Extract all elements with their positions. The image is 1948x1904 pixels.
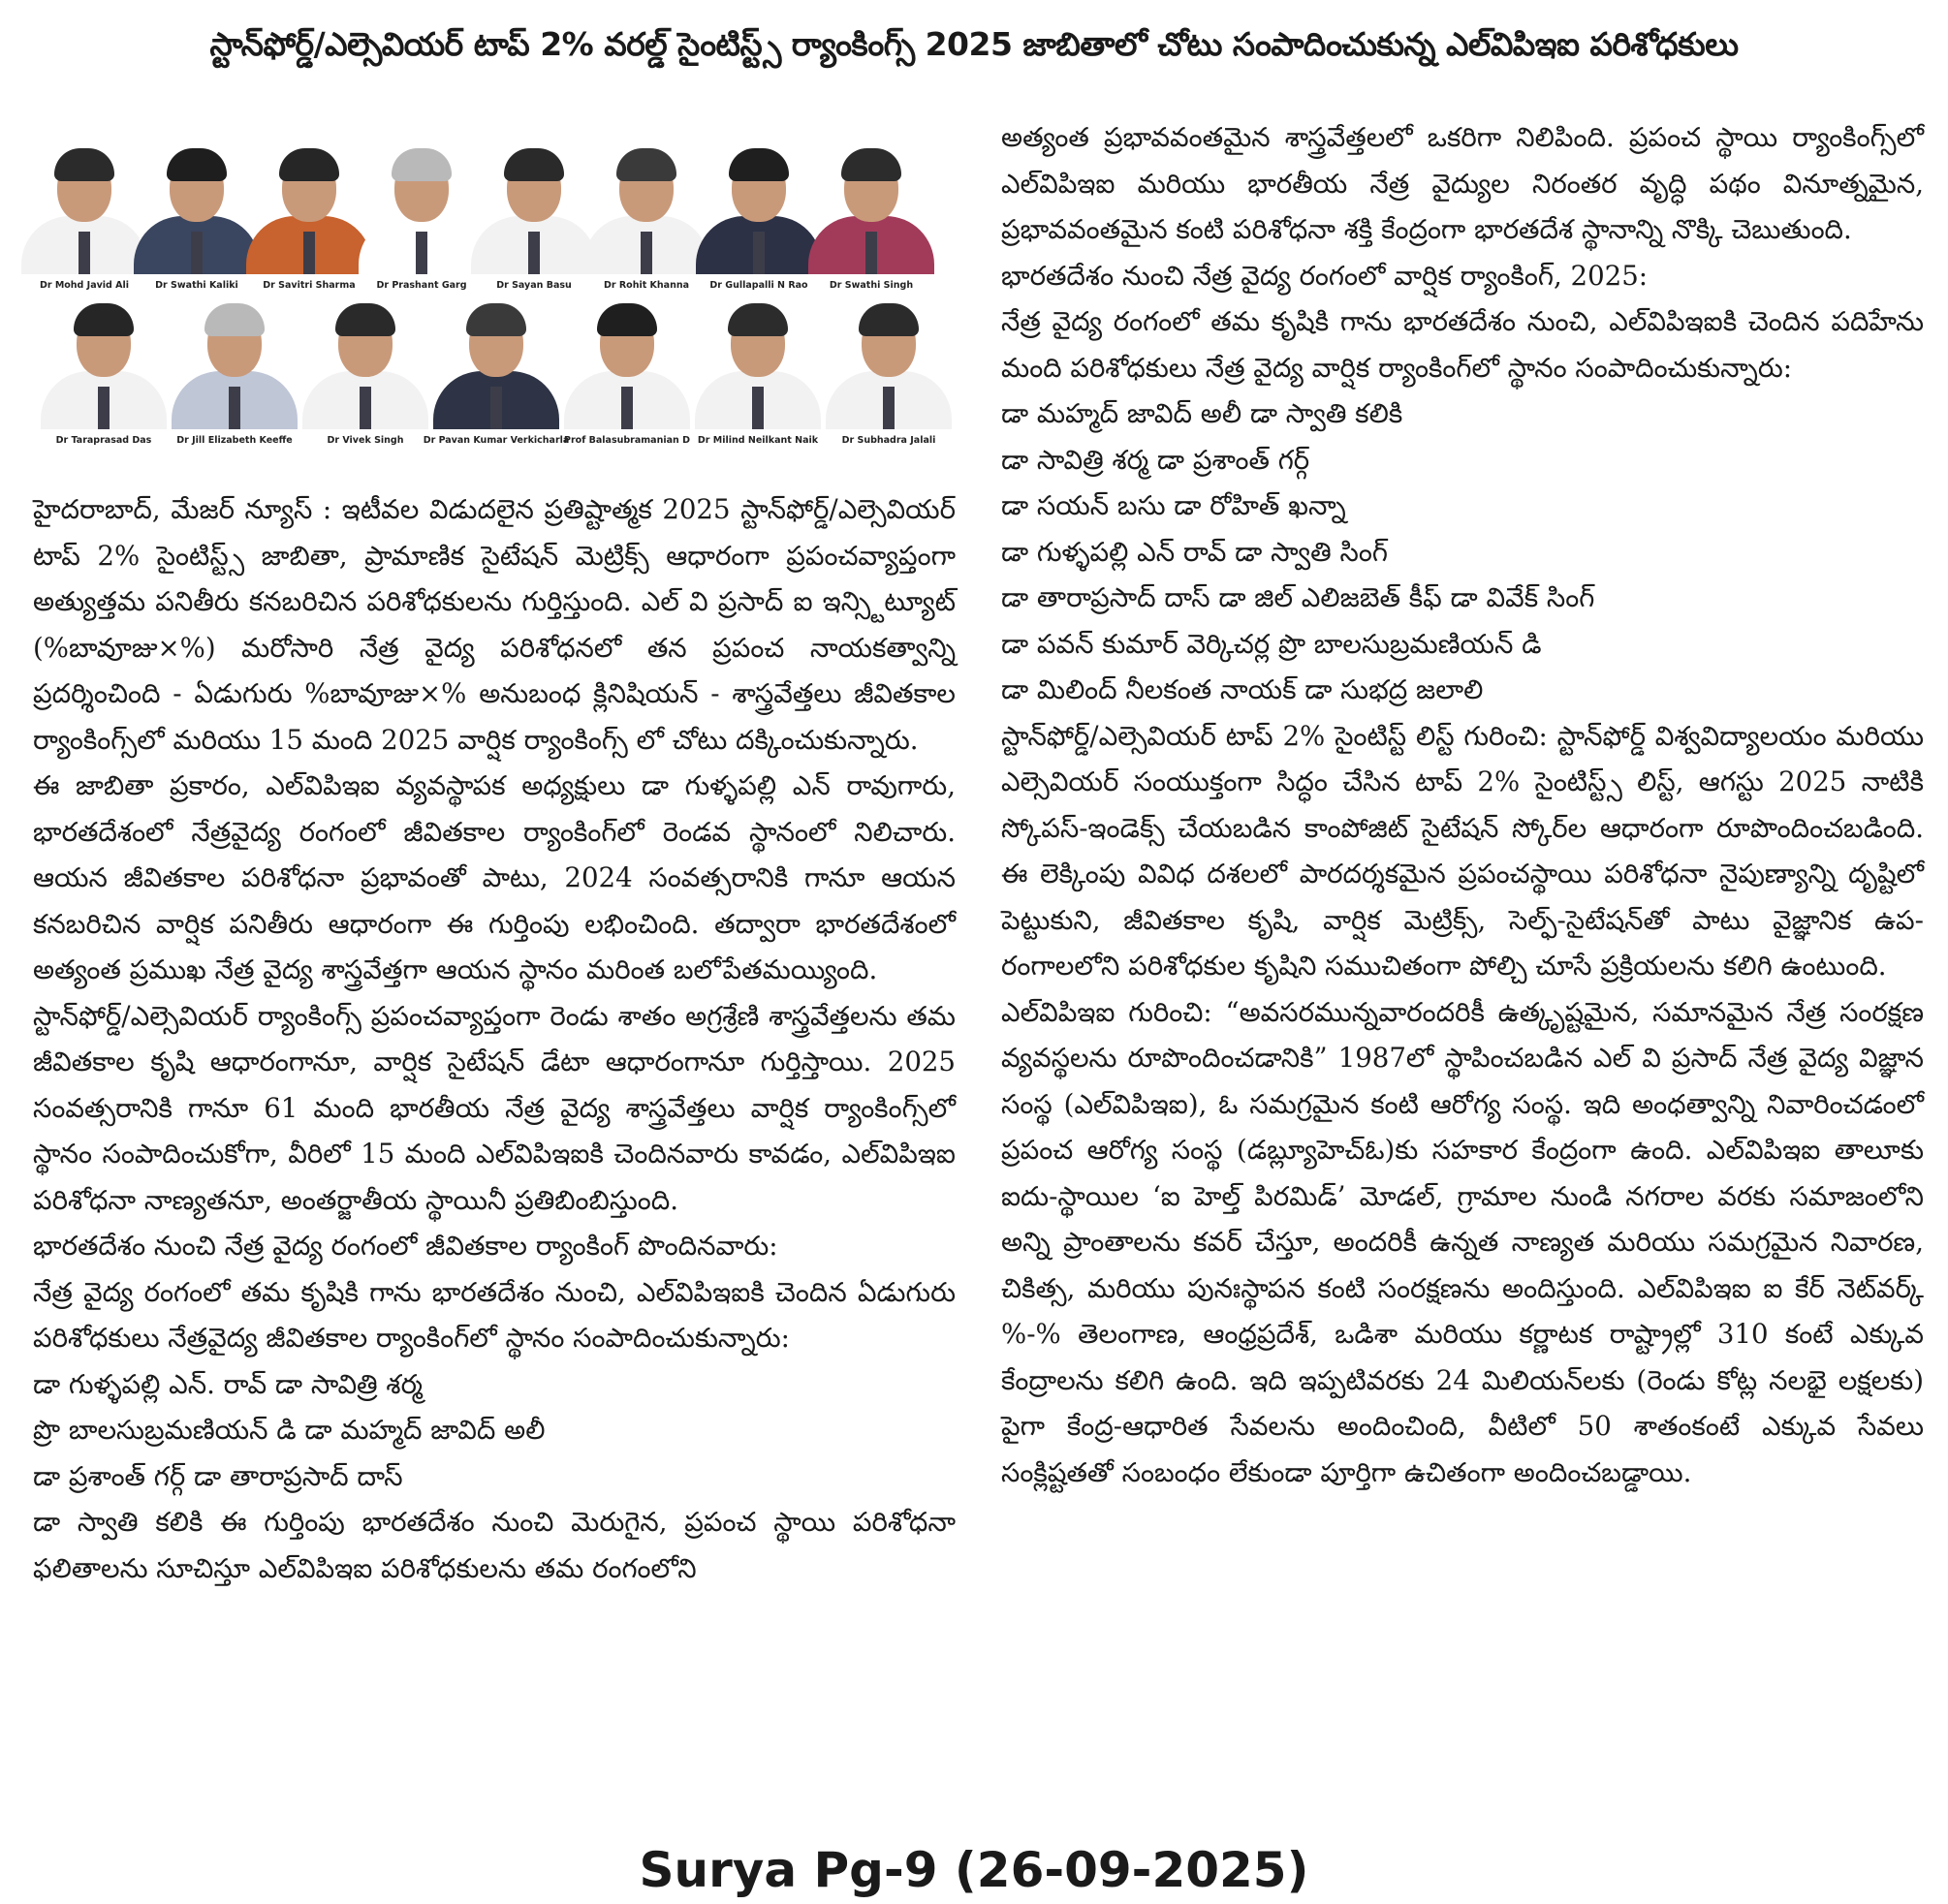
doctor-portrait — [291, 296, 440, 451]
paragraph: డా పవన్ కుమార్ వెర్కిచర్ల ప్రొ బాలసుబ్రమణియన్ డి — [1001, 627, 1542, 660]
paragraph: డా గుళ్ళపల్లి ఎన్ రావ్ డా స్వాతి సింగ్ — [1001, 535, 1388, 568]
paragraph: భారతదేశం నుంచి నేత్ర వైద్య రంగంలో వార్షిక ర్యాంకింగ్, 2025: — [1001, 259, 1649, 292]
paragraph: డా స్వాతి కలికి ఈ గుర్తింపు భారతదేశం నుంచి మెరుగైన, ప్రపంచ స్థాయి పరిశోధనా ఫలితాలను సూచిస్తూ ఎల్‌విపిఇఐ పరిశోధకులను తమ రంగంలోని — [33, 1506, 956, 1584]
doctor-caption: Dr Taraprasad Das — [55, 435, 152, 446]
paragraph: స్టాన్‌ఫోర్డ్/ఎల్సెవియర్ టాప్ 2% సైంటిస్ట్ లిస్ట్ గురించి: స్టాన్‌ఫోర్డ్ విశ్వవిద్యాలయం మరియు ఎల్సెవియర్ సంయుక్తంగా సిద్ధం చేసిన టాప్ 2% సైంటిస్ట్స్ లిస్ట్, ఆగస్టు 2025 నాటికి స్కోపస్-ఇండెక్స్ చేయబడిన కాంపోజిట్ సైటేషన్ స్కోర్‌ల ఆధారంగా రూపొందించబడింది. ఈ లెక్కింపు వివిధ దశలలో పారదర్శకమైన ప్రపంచస్థాయి పరిశోధనా నైపుణ్యాన్ని దృష్టిలో పెట్టుకుని, జీవితకాల కృషి, వార్షిక మెట్రిక్స్, సెల్ఫ్-సైటేషన్‌తో పాటు వైజ్ఞానిక ఉప-రంగాలలోని పరిశోధకుల కృషిని సముచితంగా పోల్చి చూసే ప్రక్రియలను కలిగి ఉంటుంది. — [1001, 719, 1924, 982]
paragraph: డా సయన్ బసు డా రోహిత్ ఖన్నా — [1001, 489, 1346, 521]
paragraph: డా సావిత్రి శర్మ డా ప్రశాంత్ గర్గ్ — [1001, 443, 1310, 476]
doctor-portrait — [160, 296, 309, 451]
headline: స్టాన్‌ఫోర్డ్/ఎల్సెవియర్ టాప్ 2% వరల్డ్ సైంటిస్ట్స్ ర్యాంకింగ్స్ 2025 జాబితాలో చోటు సంపాదించుకున్న ఎల్‌విపిఇఐ పరిశోధకులు — [209, 25, 1739, 63]
doctor-caption: Dr Prashant Garg — [376, 280, 467, 291]
doctor-caption: Dr Jill Elizabeth Keeffe — [176, 435, 293, 446]
paragraph: ఈ జాబితా ప్రకారం, ఎల్‌విపిఇఐ వ్యవస్థాపక అధ్యక్షులు డా గుళ్ళపల్లి ఎన్ రావుగారు, భారతదేశంలో నేత్రవైద్య రంగంలో జీవితకాల ర్యాంకింగ్‌లో రెండవ స్థానంలో నిలిచారు. ఆయన జీవితకాల పరిశోధనా ప్రభావంతో పాటు, 2024 సంవత్సరానికి గానూ ఆయన కనబరిచిన వార్షిక పనితీరు ఆధారంగా ఈ గుర్తింపు లభించింది. తద్వారా భారతదేశంలో అత్యంత ప్రముఖ నేత్ర వైద్య శాస్త్రవేత్తగా ఆయన స్థానం మరింత బలోపేతమయ్యింది. — [33, 769, 956, 985]
doctor-caption: Prof Balasubramanian D — [564, 435, 690, 446]
paragraph: డా గుళ్ళపల్లి ఎన్. రావ్ డా సావిత్రి శర్మ — [33, 1367, 424, 1400]
paragraph: ఎల్‌విపిఇఐ గురించి: “అవసరమున్నవారందరికీ ఉత్కృష్టమైన, సమానమైన నేత్ర సంరక్షణ వ్యవస్థలను రూపొందించడానికి” 1987లో స్థాపించబడిన ఎల్ వి ప్రసాద్ నేత్ర వైద్య విజ్ఞాన సంస్థ (ఎల్‌విపిఇఐ), ఓ సమగ్రమైన కంటి ఆరోగ్య సంస్థ. ఇది అంధత్వాన్ని నివారించడంలో ప్రపంచ ఆరోగ్య సంస్థ (డబ్ల్యూహెచ్ఓ)కు సహకార కేంద్రంగా ఉంది. ఎల్‌విపిఇఐ తాలూకు ఐదు-స్థాయిల ‘ఐ హెల్త్ పిరమిడ్’ మోడల్, గ్రామాల నుండి నగరాల వరకు సమాజంలోని అన్ని ప్రాంతాలను కవర్ చేస్తూ, అందరికీ ఉన్నత నాణ్యత మరియు సమగ్రమైన నివారణ, చికిత్స, మరియు పునఃస్థాపన కంటి సంరక్షణను అందిస్తుంది. ఎల్‌విపిఇఐ ఐ కేర్ నెట్‌వర్క్ %-% తెలంగాణ, ఆంధ్రప్రదేశ్, ఒడిశా మరియు కర్ణాటక రాష్ట్రాల్లో 310 కంటే ఎక్కువ కేంద్రాలను కలిగి ఉంది. ఇది ఇప్పటివరకు 24 మిలియన్‌లకు (రెండు కోట్ల నలభై లక్షలకు) పైగా కేంద్ర-ఆధారిత సేవలను అందించింది, వీటిలో 50 శాతంకంటే ఎక్కువ సేవలు సంక్లిష్టతతో సంబంధం లేకుండా పూర్తిగా ఉచితంగా అందించబడ్డాయి. — [1001, 995, 1924, 1488]
doctor-portrait — [422, 296, 571, 451]
paragraph: స్టాన్‌ఫోర్డ్/ఎల్సెవియర్ ర్యాంకింగ్స్ ప్రపంచవ్యాప్తంగా రెండు శాతం అగ్రశ్రేణి శాస్త్రవేత్తలను తమ జీవితకాల కృషి ఆధారంగానూ, వార్షిక సైటేషన్ డేటా ఆధారంగానూ గుర్తిస్తాయి. 2025 సంవత్సరానికి గానూ 61 మంది భారతీయ నేత్ర వైద్య శాస్త్రవేత్తలు వార్షిక ర్యాంకింగ్స్‌లో స్థానం సంపాదించుకోగా, వీరిలో 15 మంది ఎల్‌విపిఇఐకి చెందినవారు కావడం, ఎల్‌విపిఇఐ పరిశోధనా నాణ్యతనూ, అంతర్జాతీయ స్థాయినీ ప్రతిబింబిస్తుంది. — [33, 999, 956, 1216]
doctor-caption: Dr Vivek Singh — [327, 435, 404, 446]
paragraph: డా మహ్మద్ జావిద్ అలీ డా స్వాతి కలికి — [1001, 397, 1403, 429]
doctor-caption: Dr Subhadra Jalali — [841, 435, 936, 446]
doctor-portrait — [683, 296, 833, 451]
doctor-caption: Dr Rohit Khanna — [603, 280, 690, 291]
doctor-portrait — [552, 296, 702, 451]
doctor-caption: Dr Gullapalli N Rao — [709, 280, 808, 291]
paragraph: ప్రొ బాలసుబ్రమణియన్ డి డా మహ్మద్ జావిద్ అలీ — [33, 1414, 546, 1446]
footer-source: Surya Pg-9 (26-09-2025) — [639, 1842, 1309, 1898]
paragraph: డా ప్రశాంత్ గర్గ్ డా తారాప్రసాద్ దాస్ — [33, 1459, 403, 1492]
paragraph: హైదరాబాద్, మేజర్ న్యూస్ : ఇటీవల విడుదలైన ప్రతిష్టాత్మక 2025 స్టాన్‌ఫోర్డ్/ఎల్సెవియర్ టాప్ 2% సైంటిస్ట్స్ జాబితా, ప్రామాణిక సైటేషన్ మెట్రిక్స్ ఆధారంగా ప్రపంచవ్యాప్తంగా అత్యుత్తమ పనితీరు కనబరిచిన పరిశోధకులను గుర్తిస్తుంది. ఎల్ వి ప్రసాద్ ఐ ఇన్స్టిట్యూట్ (%బావూజు×%) మరోసారి నేత్ర వైద్య పరిశోధనలో తన ప్రపంచ నాయకత్వాన్ని ప్రదర్శించింది - ఏడుగురు %బావూజు×% అనుబంధ క్లినిషియన్ - శాస్త్రవేత్తలు జీవితకాల ర్యాంకింగ్స్‌లో మరియు 15 మంది 2025 వార్షిక ర్యాంకింగ్స్ లో చోటు దక్కించుకున్నారు. — [33, 493, 956, 756]
right-column — [1001, 114, 1924, 1495]
doctor-caption: Dr Swathi Kaliki — [155, 280, 238, 291]
doctor-portrait — [29, 296, 178, 451]
doctor-caption: Dr Sayan Basu — [496, 280, 572, 291]
doctor-caption: Dr Mohd Javid Ali — [39, 280, 130, 291]
paragraph: డా తారాప్రసాద్ దాస్ డా జిల్ ఎలిజబెత్ కీఫ్ డా వివేక్ సింగ్ — [1001, 581, 1595, 613]
doctor-caption: Dr Savitri Sharma — [263, 280, 356, 291]
paragraph: భారతదేశం నుంచి నేత్ర వైద్య రంగంలో జీవితకాల ర్యాంకింగ్ పొందినవారు: — [33, 1230, 778, 1262]
doctor-caption: Dr Swathi Singh — [829, 280, 914, 291]
doctors-photo — [29, 140, 959, 455]
doctor-caption: Dr Pavan Kumar Verkicharla — [423, 435, 570, 446]
left-column — [33, 486, 956, 1591]
doctor-caption: Dr Milind Neilkant Naik — [697, 435, 819, 446]
paragraph: నేత్ర వైద్య రంగంలో తమ కృషికి గాను భారతదేశం నుంచి, ఎల్‌విపిఇఐకి చెందిన పదిహేను మంది పరిశోధకులు నేత్ర వైద్య వార్షిక ర్యాంకింగ్‌లో స్థానం సంపాదించుకున్నారు: — [1001, 305, 1924, 384]
doctor-portrait — [797, 140, 946, 296]
paragraph: డా మిలింద్ నీలకంత నాయక్ డా సుభద్ర జలాలి — [1001, 673, 1484, 705]
doctor-portrait — [814, 296, 963, 451]
paragraph: అత్యంత ప్రభావవంతమైన శాస్త్రవేత్తలలో ఒకరిగా నిలిపింది. ప్రపంచ స్థాయి ర్యాంకింగ్స్‌లో ఎల్‌విపిఇఐ మరియు భారతీయ నేత్ర వైద్యుల నిరంతర వృద్ధి పథం వినూత్నమైన, ప్రభావవంతమైన కంటి పరిశోధనా శక్తి కేంద్రంగా భారతదేశ స్థానాన్ని నొక్కి చెబుతుంది. — [1001, 121, 1924, 245]
paragraph: నేత్ర వైద్య రంగంలో తమ కృషికి గాను భారతదేశం నుంచి, ఎల్‌విపిఇఐకి చెందిన ఏడుగురు పరిశోధకులు నేత్రవైద్య జీవితకాల ర్యాంకింగ్‌లో స్థానం సంపాదించుకున్నారు: — [33, 1275, 956, 1354]
